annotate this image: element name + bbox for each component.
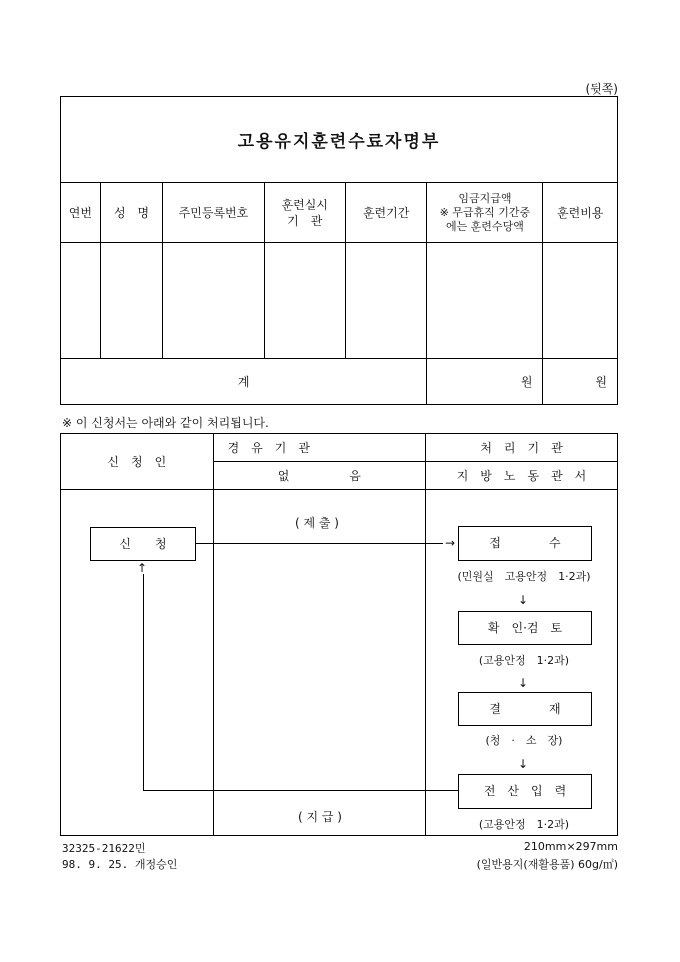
entry-wage[interactable] [427, 243, 543, 359]
header-resident-id: 주민등록번호 [163, 183, 264, 243]
receive-caption: (민원실 고용안정 1·2과) [457, 570, 591, 583]
process-note: ※ 이 신청서는 아래와 같이 처리됩니다. [62, 416, 269, 430]
paper-type: (일반용지(재활용품) 60g/㎡) [476, 858, 618, 871]
up-arrow-icon: ↑ [137, 561, 148, 575]
paper-size: 210mm×297mm [523, 840, 618, 853]
applicant-header: 신 청 인 [61, 434, 214, 490]
down-arrow-icon: ↓ [518, 757, 529, 771]
header-period: 훈련기간 [345, 183, 426, 243]
header-seq: 연번 [61, 183, 101, 243]
via-column [213, 490, 425, 836]
submit-label: ( 제 출 ) [295, 516, 339, 530]
entry-period[interactable] [345, 243, 426, 359]
total-wage-unit[interactable]: 원 [427, 359, 543, 405]
header-wage-line1: 임금지급액 [458, 191, 512, 205]
down-arrow-icon: ↓ [518, 676, 529, 690]
submit-connector [195, 543, 443, 544]
handler-header: 처 리 기 관 [426, 434, 618, 462]
entry-resident-id[interactable] [163, 243, 264, 359]
total-label: 계 [61, 359, 427, 405]
header-wage-line2: ※ 무급휴직 기간중 [439, 205, 531, 219]
header-institution [264, 183, 345, 243]
approve-caption: (청 · 소 장) [485, 734, 563, 747]
total-row [61, 359, 618, 405]
header-cost: 훈련비용 [543, 183, 618, 243]
header-institution-line1: 훈련실시 [281, 197, 328, 212]
handler-value: 지 방 노 동 관 서 [426, 462, 618, 490]
entry-row [61, 243, 618, 359]
back-side-label: (뒷쪽) [585, 82, 618, 96]
entry-cost[interactable] [543, 243, 618, 359]
review-caption: (고용안정 1·2과) [478, 654, 570, 667]
header-institution-line2: 기 관 [287, 213, 323, 228]
approve-box: 결 재 [458, 692, 592, 726]
pay-connector-vertical [143, 574, 144, 791]
via-value: 없 음 [213, 462, 425, 490]
approval-date: 98. 9. 25. 개정승인 [62, 858, 178, 871]
form-title: 고용유지훈련수료자명부 [61, 97, 618, 183]
header-name: 성 명 [100, 183, 163, 243]
trainee-table [60, 96, 618, 405]
header-wage [427, 183, 543, 243]
entry-institution[interactable] [264, 243, 345, 359]
input-box: 전 산 입 력 [458, 774, 592, 809]
via-header: 경 유 기 관 [213, 434, 425, 462]
apply-box: 신 청 [90, 527, 196, 561]
input-caption: (고용안정 1·2과) [478, 818, 570, 831]
submit-arrow-icon: → [445, 536, 456, 550]
entry-name[interactable] [100, 243, 163, 359]
entry-seq[interactable] [61, 243, 101, 359]
pay-label: ( 지 급 ) [298, 810, 342, 824]
header-wage-line3: 에는 훈련수당액 [445, 219, 524, 233]
form-code: 32325-21622민 [62, 842, 146, 855]
total-cost-unit[interactable]: 원 [543, 359, 618, 405]
down-arrow-icon: ↓ [518, 593, 529, 607]
header-row [61, 183, 618, 243]
receive-box: 접 수 [458, 526, 592, 561]
pay-connector [143, 790, 458, 791]
review-box: 확 인·검 토 [458, 611, 592, 645]
